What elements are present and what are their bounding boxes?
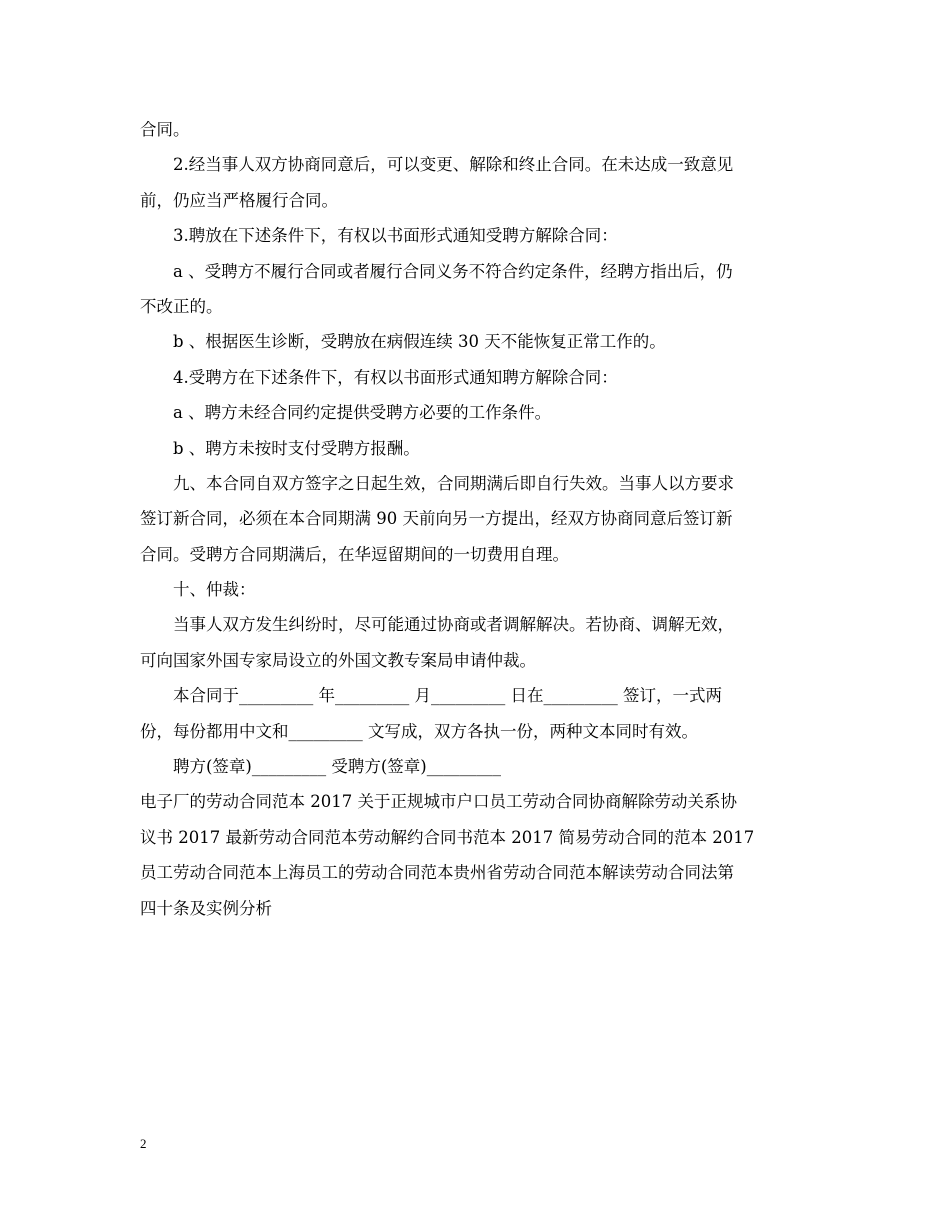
text-line: 不改正的。 <box>140 296 223 316</box>
text-line: a 、受聘方不履行合同或者履行合同义务不符合约定条件，经聘方指出后，仍 <box>173 261 733 281</box>
paragraph-article-10-heading <box>140 572 812 607</box>
text-line: 议书 2017 最新劳动合同范本劳动解约合同书范本 2017 简易劳动合同的范本 2017 <box>140 827 755 847</box>
text-line: 份，每份都用中文和_________ 文写成，双方各执一份，两种文本同时有效。 <box>140 721 698 741</box>
text-line: 2.经当事人双方协商同意后，可以变更、解除和终止合同。在未达成一致意见 <box>173 155 734 175</box>
page-number: 2 <box>140 1136 147 1151</box>
text-line: 前，仍应当严格履行合同。 <box>140 190 338 210</box>
text-line: 电子厂的劳动合同范本 2017 关于正规城市户口员工劳动合同协商解除劳动关系协 <box>140 792 737 812</box>
text-line: b 、聘方未按时支付受聘方报酬。 <box>173 438 420 458</box>
text-line: 本合同于_________ 年_________ 月_________ 日在_________ 签订，一式两 <box>173 686 722 706</box>
paragraph-signatures <box>140 749 812 784</box>
text-line: 合同。受聘方合同期满后，在华逗留期间的一切费用自理。 <box>140 544 569 564</box>
document-body <box>140 112 812 926</box>
text-line: b 、根据医生诊断，受聘放在病假连续 30 天不能恢复正常工作的。 <box>173 332 666 352</box>
paragraph-arbitration <box>140 607 812 678</box>
paragraph-clause-3 <box>140 218 812 253</box>
paragraph-signing-date <box>140 678 812 749</box>
text-line: 4.受聘方在下述条件下，有权以书面形式通知聘方解除合同： <box>173 367 618 387</box>
text-line: 四十条及实例分析 <box>140 898 272 918</box>
text-line: 当事人双方发生纠纷时，尽可能通过协商或者调解解决。若协商、调解无效， <box>173 615 734 635</box>
paragraph-clause-3b <box>140 324 812 359</box>
paragraph-clause-3a <box>140 254 812 325</box>
paragraph-clause-4b <box>140 431 812 466</box>
paragraph-clause-2 <box>140 147 812 218</box>
text-line: 九、本合同自双方签字之日起生效，合同期满后即自行失效。当事人以方要求 <box>173 473 734 493</box>
related-documents-list <box>140 784 812 926</box>
text-line: 合同。 <box>140 120 190 139</box>
text-line: 3.聘放在下述条件下，有权以书面形式通知受聘方解除合同： <box>173 226 618 246</box>
text-line: 聘方(签章)_________ 受聘方(签章)_________ <box>173 757 501 777</box>
paragraph-article-9 <box>140 466 812 572</box>
text-line: 签订新合同，必须在本合同期满 90 天前向另一方提出，经双方协商同意后签订新 <box>140 509 733 529</box>
paragraph-clause-4 <box>140 360 812 395</box>
text-line: 员工劳动合同范本上海员工的劳动合同范本贵州省劳动合同范本解读劳动合同法第 <box>140 863 734 883</box>
paragraph-contract-end <box>140 112 812 147</box>
text-line: 十、仲裁： <box>173 580 256 600</box>
paragraph-clause-4a <box>140 395 812 430</box>
text-line: a 、聘方未经合同约定提供受聘方必要的工作条件。 <box>173 403 552 423</box>
text-line: 可向国家外国专家局设立的外国文教专案局申请仲裁。 <box>140 650 536 670</box>
